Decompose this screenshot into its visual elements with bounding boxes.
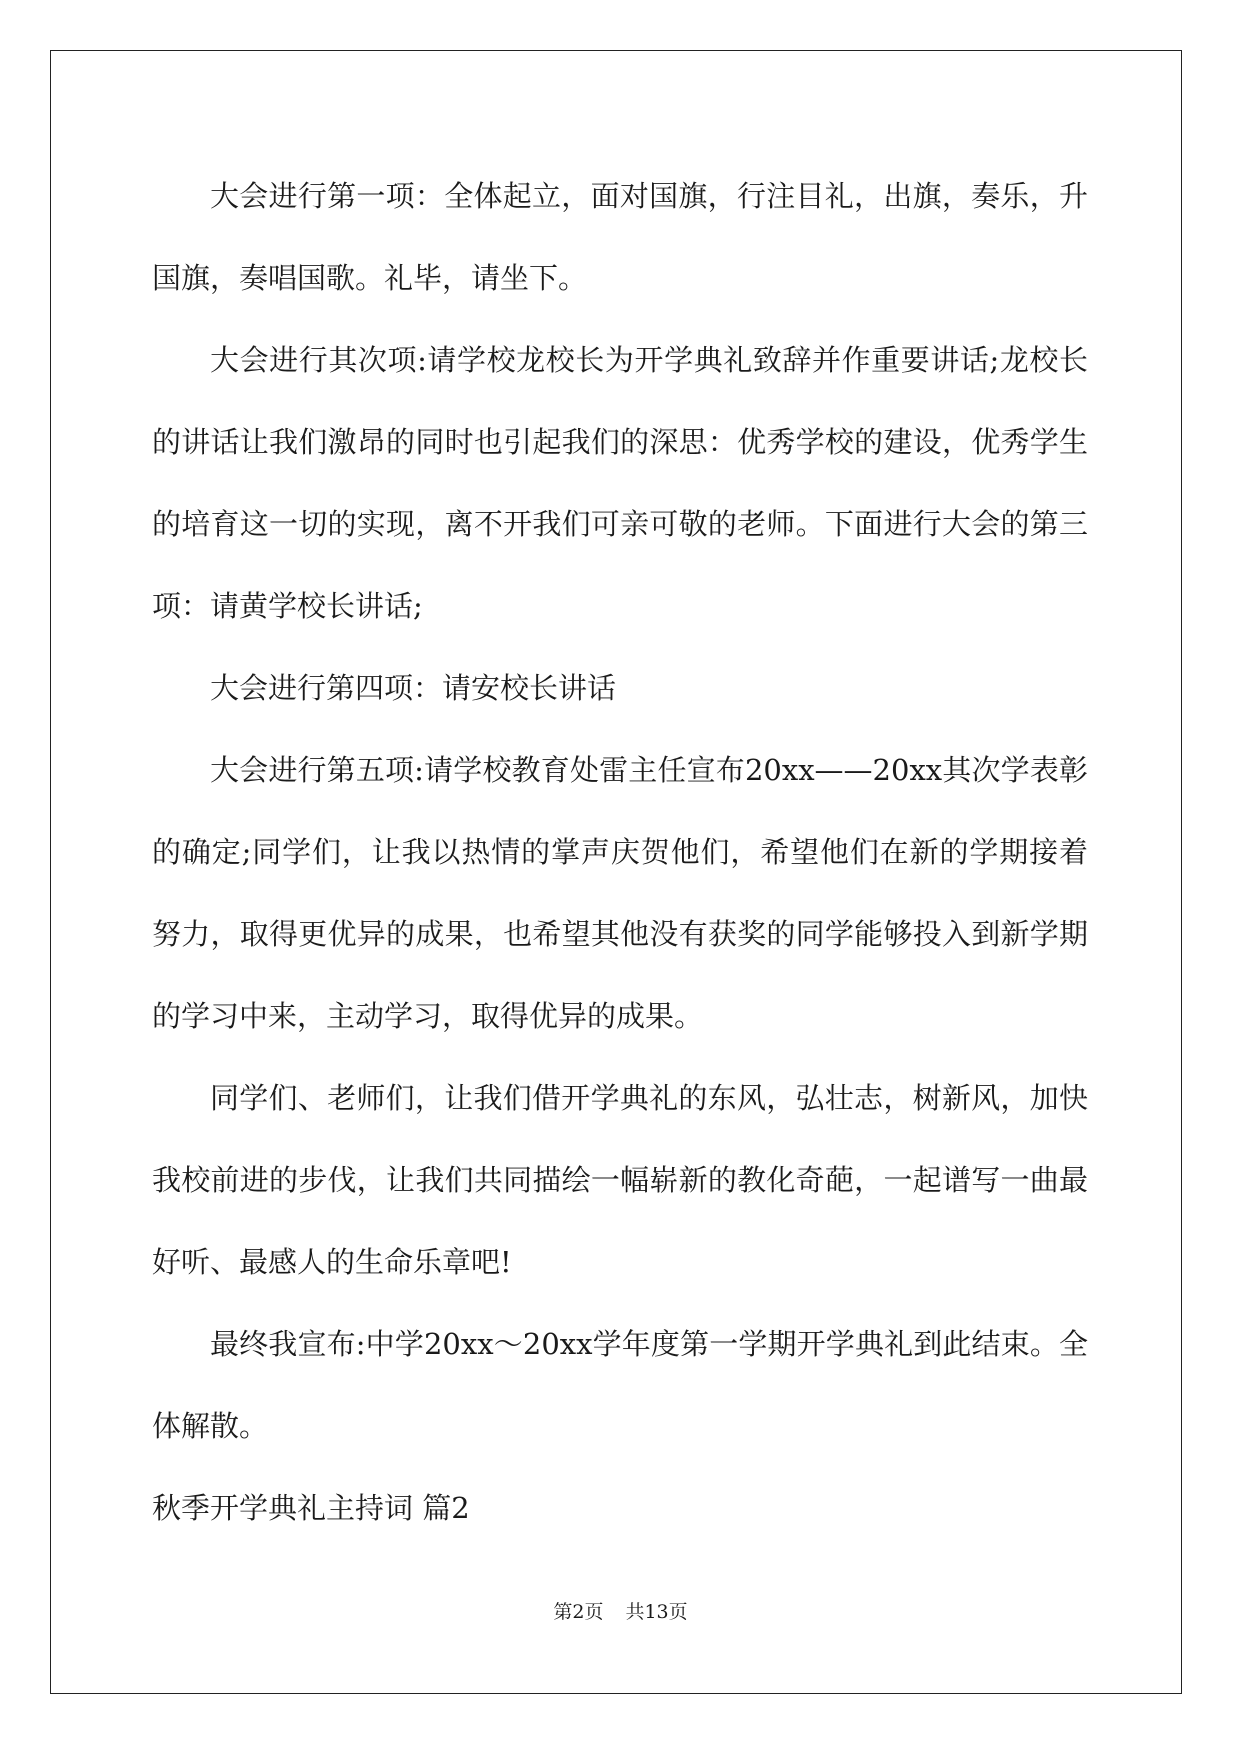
paragraph-3: 大会进行第四项：请安校长讲话 (210, 671, 617, 705)
paragraph-5: 同学们、老师们，让我们借开学典礼的东风，弘壮志，树新风，加快我校前进的步伐，让我们共同描绘一幅崭新的教化奇葩，一起谱写一曲最好听、最感人的生命乐章吧! (152, 1081, 1088, 1279)
document-body (152, 155, 1088, 1549)
page-number: 第2页 (553, 1601, 604, 1623)
paragraph-1: 大会进行第一项：全体起立，面对国旗，行注目礼，出旗，奏乐，升国旗，奏唱国歌。礼毕，请坐下。 (152, 179, 1088, 295)
section-title: 秋季开学典礼主持词 篇2 (152, 1491, 470, 1525)
page-total: 共13页 (625, 1601, 688, 1623)
paragraph-2: 大会进行其次项:请学校龙校长为开学典礼致辞并作重要讲话;龙校长的讲话让我们激昂的同时也引起我们的深思：优秀学校的建设，优秀学生的培育这一切的实现，离不开我们可亲可敬的老师。下面进行大会的第三项：请黄学校长讲话; (152, 343, 1088, 623)
page-footer (0, 1600, 1241, 1624)
paragraph-6: 最终我宣布:中学20xx～20xx学年度第一学期开学典礼到此结束。全体解散。 (152, 1327, 1088, 1443)
paragraph-4: 大会进行第五项:请学校教育处雷主任宣布20xx——20xx其次学表彰的确定;同学们，让我以热情的掌声庆贺他们，希望他们在新的学期接着努力，取得更优异的成果，也希望其他没有获奖的同学能够投入到新学期的学习中来，主动学习，取得优异的成果。 (152, 753, 1088, 1033)
